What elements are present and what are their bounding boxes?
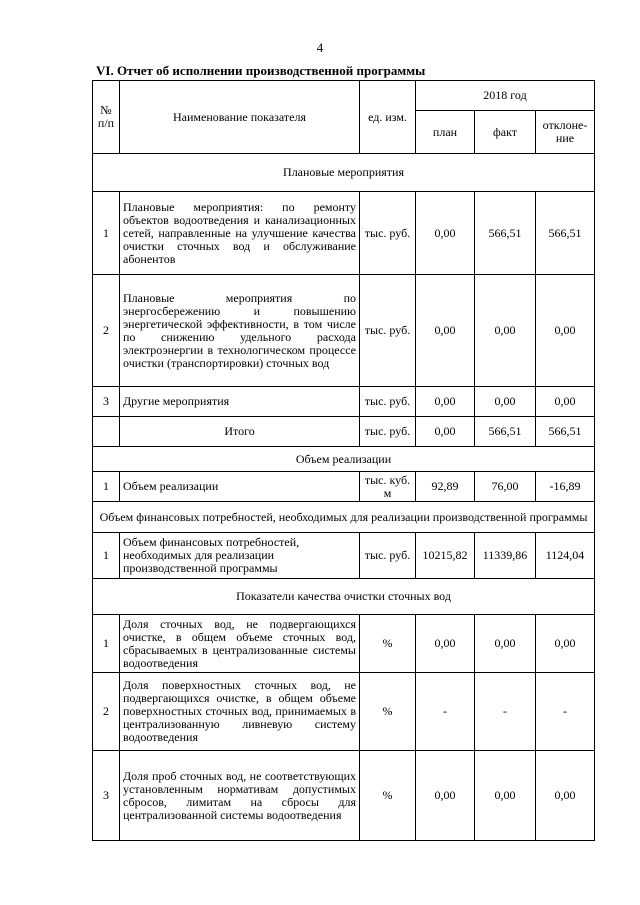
row-num: 2 — [93, 673, 120, 751]
row-name: Плановые мероприятия: по ремонту объектов водоотведения и канализационных сетей, направленные на улучшение качества очистки сточных вод и обслуживание абонентов — [120, 192, 360, 275]
row-fact: 0,00 — [475, 275, 536, 387]
row-deviation: -16,89 — [536, 472, 595, 502]
row-plan: 92,89 — [416, 472, 475, 502]
row-unit: тыс. куб. м — [360, 472, 416, 502]
row-plan: 0,00 — [416, 615, 475, 673]
section-quality: Показатели качества очистки сточных вод — [93, 579, 595, 615]
row-name: Итого — [120, 417, 360, 447]
table-row — [93, 533, 595, 579]
header-year: 2018 год — [416, 81, 595, 111]
row-num: 1 — [93, 533, 120, 579]
header-plan: план — [416, 111, 475, 154]
document-title: VI. Отчет об исполнении производственной программы — [96, 63, 426, 78]
row-fact: 0,00 — [475, 387, 536, 417]
row-plan: 10215,82 — [416, 533, 475, 579]
section-finance: Объем финансовых потребностей, необходимых для реализации производственной программы — [93, 502, 595, 533]
row-deviation: 566,51 — [536, 417, 595, 447]
section-row — [93, 579, 595, 615]
row-name: Объем финансовых потребностей, необходимых для реализации производственной программы — [120, 533, 360, 579]
row-plan: 0,00 — [416, 387, 475, 417]
row-deviation: 566,51 — [536, 192, 595, 275]
row-unit: тыс. руб. — [360, 275, 416, 387]
page-number: 4 — [316, 40, 324, 55]
row-num-empty — [93, 417, 120, 447]
row-name: Доля сточных вод, не подвергающихся очистке, в общем объеме сточных вод, сбрасываемых в централизованные системы водоотведения — [120, 615, 360, 673]
row-num: 3 — [93, 751, 120, 841]
row-fact: 0,00 — [475, 751, 536, 841]
row-num: 1 — [93, 472, 120, 502]
row-deviation: 0,00 — [536, 387, 595, 417]
row-deviation: 0,00 — [536, 751, 595, 841]
row-num: 1 — [93, 615, 120, 673]
row-name: Другие мероприятия — [120, 387, 360, 417]
row-plan: 0,00 — [416, 751, 475, 841]
row-name: Доля поверхностных сточных вод, не подвергающихся очистке, в общем объеме поверхностных сточных вод, принимаемых в централизованную ливневую систему водоотведения — [120, 673, 360, 751]
row-unit: % — [360, 673, 416, 751]
row-num: 2 — [93, 275, 120, 387]
row-fact: 11339,86 — [475, 533, 536, 579]
row-unit: % — [360, 615, 416, 673]
header-num: № п/п — [93, 81, 120, 154]
row-num: 3 — [93, 387, 120, 417]
report-table — [92, 80, 595, 841]
row-deviation: 0,00 — [536, 275, 595, 387]
total-row — [93, 417, 595, 447]
section-row — [93, 447, 595, 472]
table-row — [93, 615, 595, 673]
row-fact: - — [475, 673, 536, 751]
row-unit: % — [360, 751, 416, 841]
row-name: Объем реализации — [120, 472, 360, 502]
header-row-1 — [93, 81, 595, 111]
header-unit: ед. изм. — [360, 81, 416, 154]
section-row — [93, 502, 595, 533]
row-unit: тыс. руб. — [360, 417, 416, 447]
row-fact: 566,51 — [475, 417, 536, 447]
section-volume: Объем реализации — [93, 447, 595, 472]
table-row — [93, 387, 595, 417]
table-row — [93, 275, 595, 387]
table-row — [93, 472, 595, 502]
header-fact: факт — [475, 111, 536, 154]
row-plan: 0,00 — [416, 192, 475, 275]
section-row — [93, 154, 595, 192]
section-planned: Плановые мероприятия — [93, 154, 595, 192]
row-name: Доля проб сточных вод, не соответствующих установленным нормативам допустимых сбросов, лимитам на сбросы для централизованной системы водоотведения — [120, 751, 360, 841]
row-name: Плановые мероприятия по энергосбережению и повышению энергетической эффективности, в том числе по снижению удельного расхода электроэнергии в технологическом процессе очистки (транспортировки) сточных вод — [120, 275, 360, 387]
row-deviation: - — [536, 673, 595, 751]
table-row — [93, 751, 595, 841]
row-unit: тыс. руб. — [360, 192, 416, 275]
row-fact: 0,00 — [475, 615, 536, 673]
row-unit: тыс. руб. — [360, 387, 416, 417]
row-num: 1 — [93, 192, 120, 275]
row-deviation: 0,00 — [536, 615, 595, 673]
header-name: Наименование показателя — [120, 81, 360, 154]
table-row — [93, 673, 595, 751]
row-plan: 0,00 — [416, 275, 475, 387]
row-plan: - — [416, 673, 475, 751]
row-unit: тыс. руб. — [360, 533, 416, 579]
row-fact: 76,00 — [475, 472, 536, 502]
header-deviation: отклоне-ние — [536, 111, 595, 154]
row-deviation: 1124,04 — [536, 533, 595, 579]
table-row — [93, 192, 595, 275]
row-plan: 0,00 — [416, 417, 475, 447]
row-fact: 566,51 — [475, 192, 536, 275]
